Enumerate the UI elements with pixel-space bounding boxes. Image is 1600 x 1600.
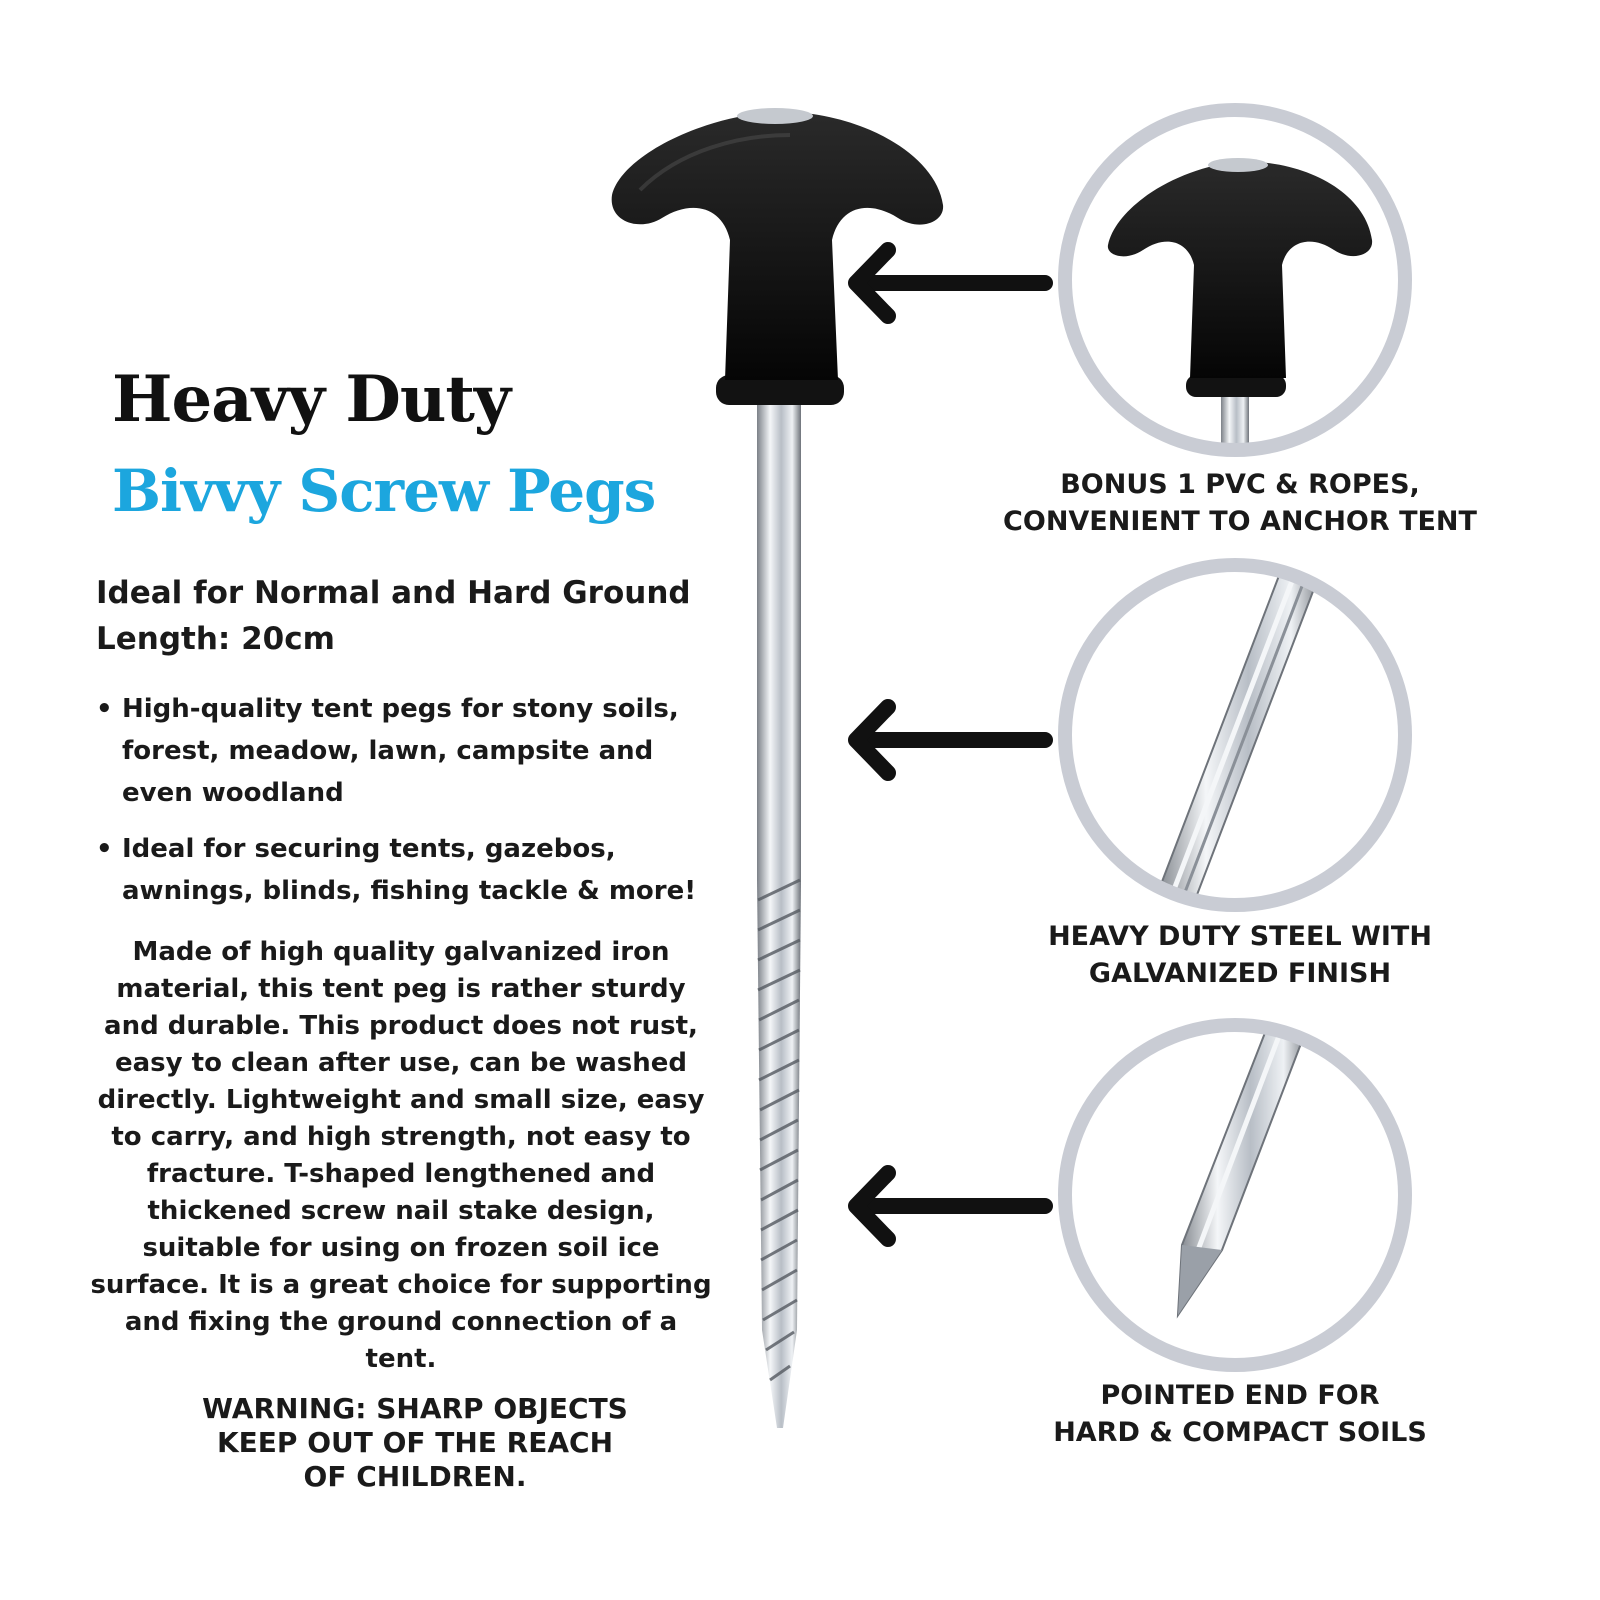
caption-line: CONVENIENT TO ANCHOR TENT [1003, 506, 1477, 537]
ideal-ground-text: Ideal for Normal and Hard Ground [96, 575, 691, 611]
peg-shaft-closeup [1050, 550, 1420, 920]
warning-line: WARNING: SHARP OBJECTS [202, 1392, 628, 1425]
arrow-left-icon [840, 1160, 1055, 1255]
specs [96, 570, 691, 662]
feature-bullet-list [96, 688, 736, 926]
peg-head-closeup [1050, 95, 1420, 465]
heading-line-2: Bivvy Screw Pegs [112, 457, 656, 525]
warning-line: OF CHILDREN. [303, 1460, 527, 1493]
bullet-text: Ideal for securing tents, gazebos, awnings, blinds, fishing tackle & more! [122, 834, 697, 906]
caption-line: HEAVY DUTY STEEL WITH [1048, 921, 1432, 952]
caption-line: HARD & COMPACT SOILS [1053, 1417, 1427, 1448]
warning-line: KEEP OUT OF THE REACH [216, 1426, 614, 1459]
list-item [96, 828, 742, 912]
caption-line: GALVANIZED FINISH [1088, 958, 1392, 989]
heading-line-1: Heavy Duty [112, 362, 511, 437]
feature-caption-pointed-end [990, 1377, 1490, 1451]
arrow-left-icon [840, 238, 1055, 333]
feature-caption-steel [990, 918, 1490, 992]
bullet-icon: • [96, 834, 113, 864]
caption-line: BONUS 1 PVC & ROPES, [1060, 469, 1420, 500]
feature-caption-pvc-ropes [990, 466, 1490, 540]
peg-tip-closeup [1050, 1010, 1420, 1380]
caption-line: POINTED END FOR [1100, 1380, 1380, 1411]
arrow-left-icon [840, 694, 1055, 789]
warning-notice [150, 1392, 680, 1494]
length-text: Length: 20cm [96, 621, 335, 657]
list-item [96, 688, 712, 814]
bullet-text: High-quality tent pegs for stony soils, forest, meadow, lawn, campsite and even woodland [122, 694, 679, 808]
description-paragraph: Made of high quality galvanized iron material, this tent peg is rather sturdy and durable. This product does not rust, easy to clean after use, can be washed directly. Lightweight and small size, easy to carry, and high strength, not easy to fracture. T-shaped lengthened and thickened screw nail stake design, suitable for using on frozen soil ice surface. It is a great choice for supporting and fixing the ground connection of a tent. [90, 937, 712, 1374]
bullet-icon: • [96, 694, 113, 724]
